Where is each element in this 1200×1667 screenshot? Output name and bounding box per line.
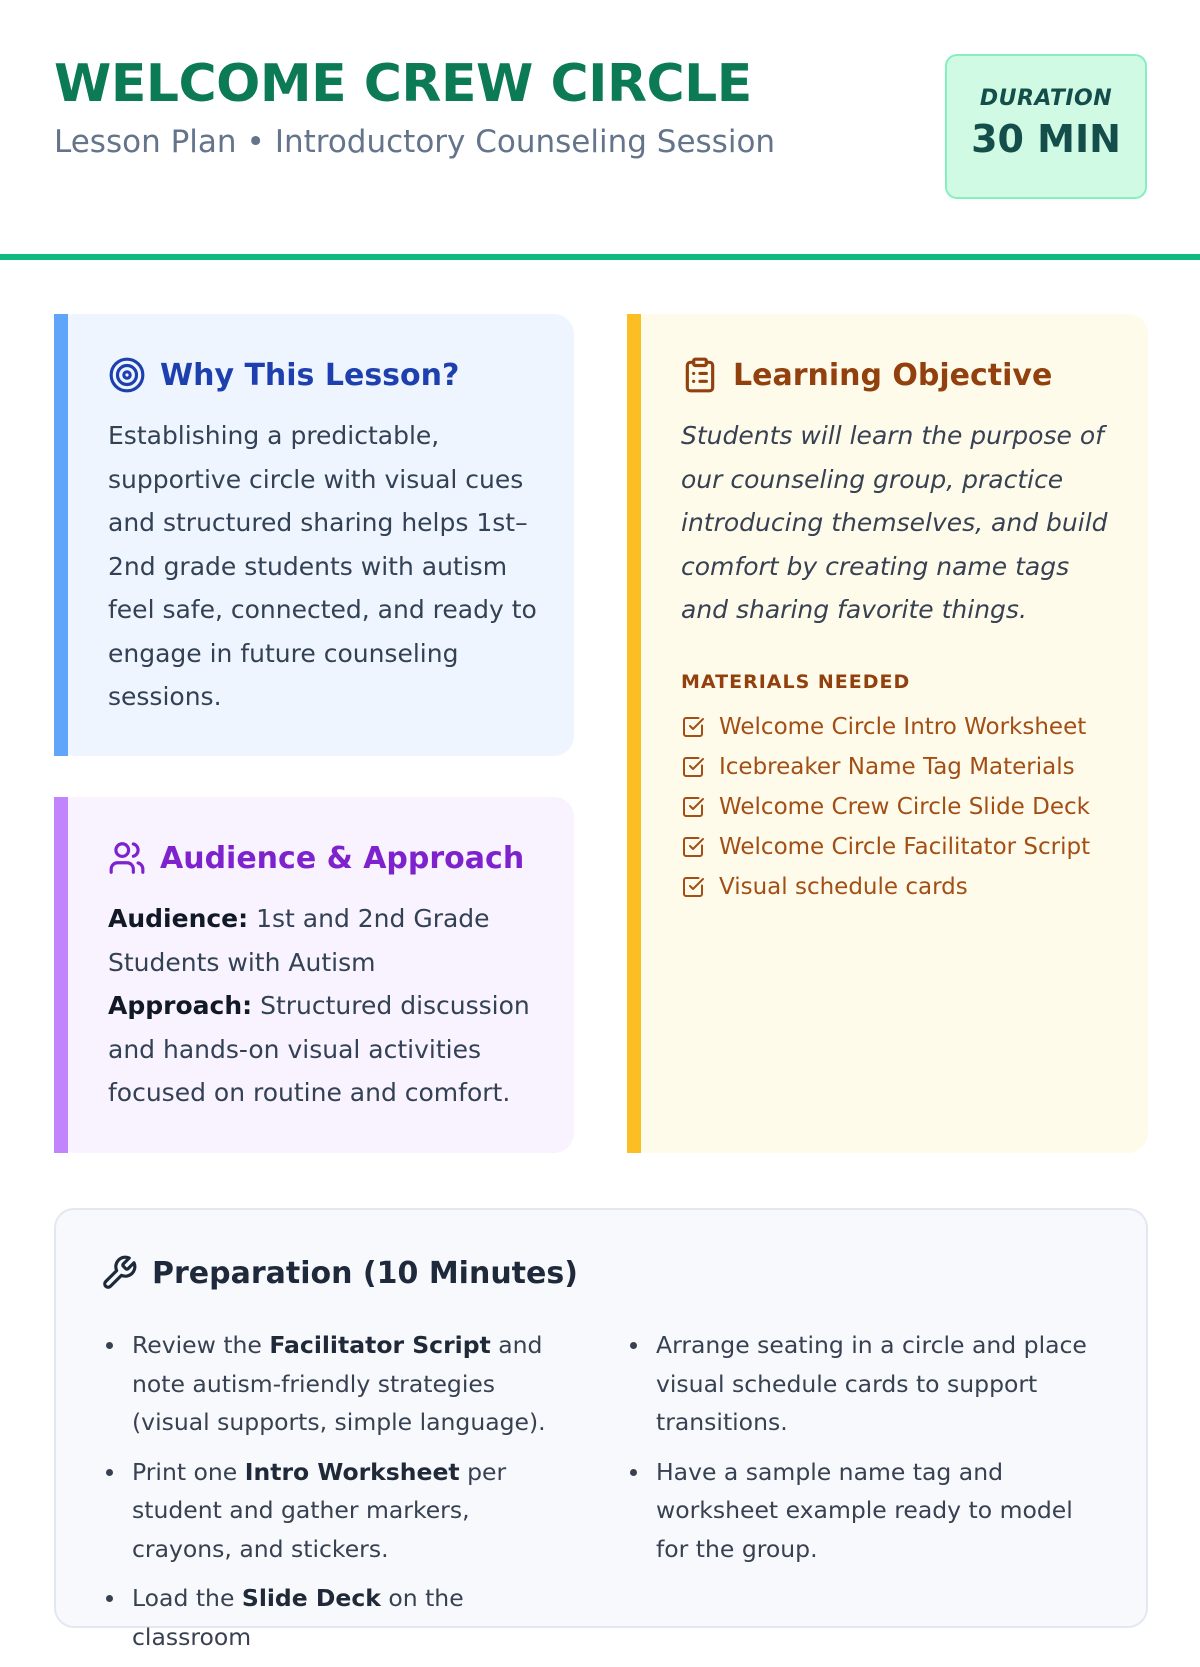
lesson-header [0,0,1200,260]
wrench-icon [100,1254,138,1292]
header-divider [0,254,1200,260]
audience-heading [108,839,524,877]
duration-label: DURATION [979,86,1113,111]
preparation-item [100,1326,570,1442]
preparation-list-right [624,1326,1104,1579]
approach-label: Approach: [108,991,253,1020]
page-title: WELCOME CREW CIRCLE [54,54,752,114]
duration-value: 30 MIN [971,117,1121,161]
checkbox-checked-icon [681,795,705,819]
subtitle-type: Lesson Plan [54,124,237,160]
material-item [681,747,1090,787]
prep-text: on the classroom [132,1584,464,1651]
clipboard-icon [681,356,719,394]
why-lesson-card [54,314,574,756]
preparation-list-left [100,1326,570,1667]
preparation-heading [100,1254,578,1292]
preparation-card [54,1208,1148,1651]
users-icon [108,839,146,877]
card-accent-stripe [54,314,68,756]
objective-title: Learning Objective [733,357,1053,393]
material-item [681,787,1090,827]
prep-text: Print one [132,1457,245,1486]
materials-heading: MATERIALS NEEDED [681,671,911,693]
material-item [681,867,1090,907]
audience-value: 1st and 2nd Grade Students with Autism [108,904,490,977]
approach-line [108,984,548,1115]
why-lesson-title: Why This Lesson? [160,357,460,393]
prep-text: and note autism-friendly strategies (visual supports, simple language). [132,1331,546,1436]
material-label: Welcome Circle Intro Worksheet [719,714,1087,740]
card-accent-stripe [54,797,68,1153]
objective-text: Students will learn the purpose of our counseling group, practice introducing themselves, and build comfort by creating name tags and sharing favorite things. [681,421,1108,624]
subtitle-session: Introductory Counseling Session [274,124,776,160]
objective-card [627,314,1148,1153]
material-label: Visual schedule cards [719,874,968,900]
target-icon [108,356,146,394]
prep-bold: Slide Deck [241,1584,381,1612]
material-label: Welcome Crew Circle Slide Deck [719,794,1090,820]
prep-text: Arrange seating in a circle and place visual schedule cards to support transitions. [656,1331,1087,1436]
why-lesson-heading [108,356,459,394]
preparation-item [100,1453,570,1569]
checkbox-checked-icon [681,715,705,739]
audience-card [54,797,574,1153]
material-item [681,707,1090,747]
checkbox-checked-icon [681,875,705,899]
prep-bold: Facilitator Script [269,1331,491,1359]
prep-text: per student and gather markers, crayons, and stickers. [132,1457,507,1563]
approach-value: Structured discussion and hands-on visual activities focused on routine and comfort. [108,991,530,1107]
why-lesson-text: Establishing a predictable, supportive circle with visual cues and structured sharing helps 1st–2nd grade students with autism feel safe, connected, and ready to engage in future counseling sessions. [108,421,537,711]
audience-label: Audience: [108,904,249,933]
card-accent-stripe [627,314,641,1153]
page-subtitle [54,124,775,160]
material-label: Icebreaker Name Tag Materials [719,754,1075,780]
prep-text: Load the [132,1584,242,1612]
objective-heading [681,356,1052,394]
duration-badge [945,54,1147,199]
subtitle-separator: • [246,124,265,160]
prep-text: Review the [132,1331,270,1359]
audience-line [108,897,548,984]
preparation-title: Preparation (10 Minutes) [152,1255,578,1291]
audience-text [108,897,548,1115]
prep-bold: Intro Worksheet [244,1457,460,1486]
audience-title: Audience & Approach [160,840,525,876]
material-label: Welcome Circle Facilitator Script [719,834,1091,860]
material-item [681,827,1090,867]
preparation-item [624,1453,1104,1569]
preparation-item [624,1326,1104,1442]
checkbox-checked-icon [681,755,705,779]
checkbox-checked-icon [681,835,705,859]
preparation-item [100,1579,570,1656]
prep-text: Have a sample name tag and worksheet example ready to model for the group. [656,1457,1073,1563]
materials-list [681,707,1090,907]
